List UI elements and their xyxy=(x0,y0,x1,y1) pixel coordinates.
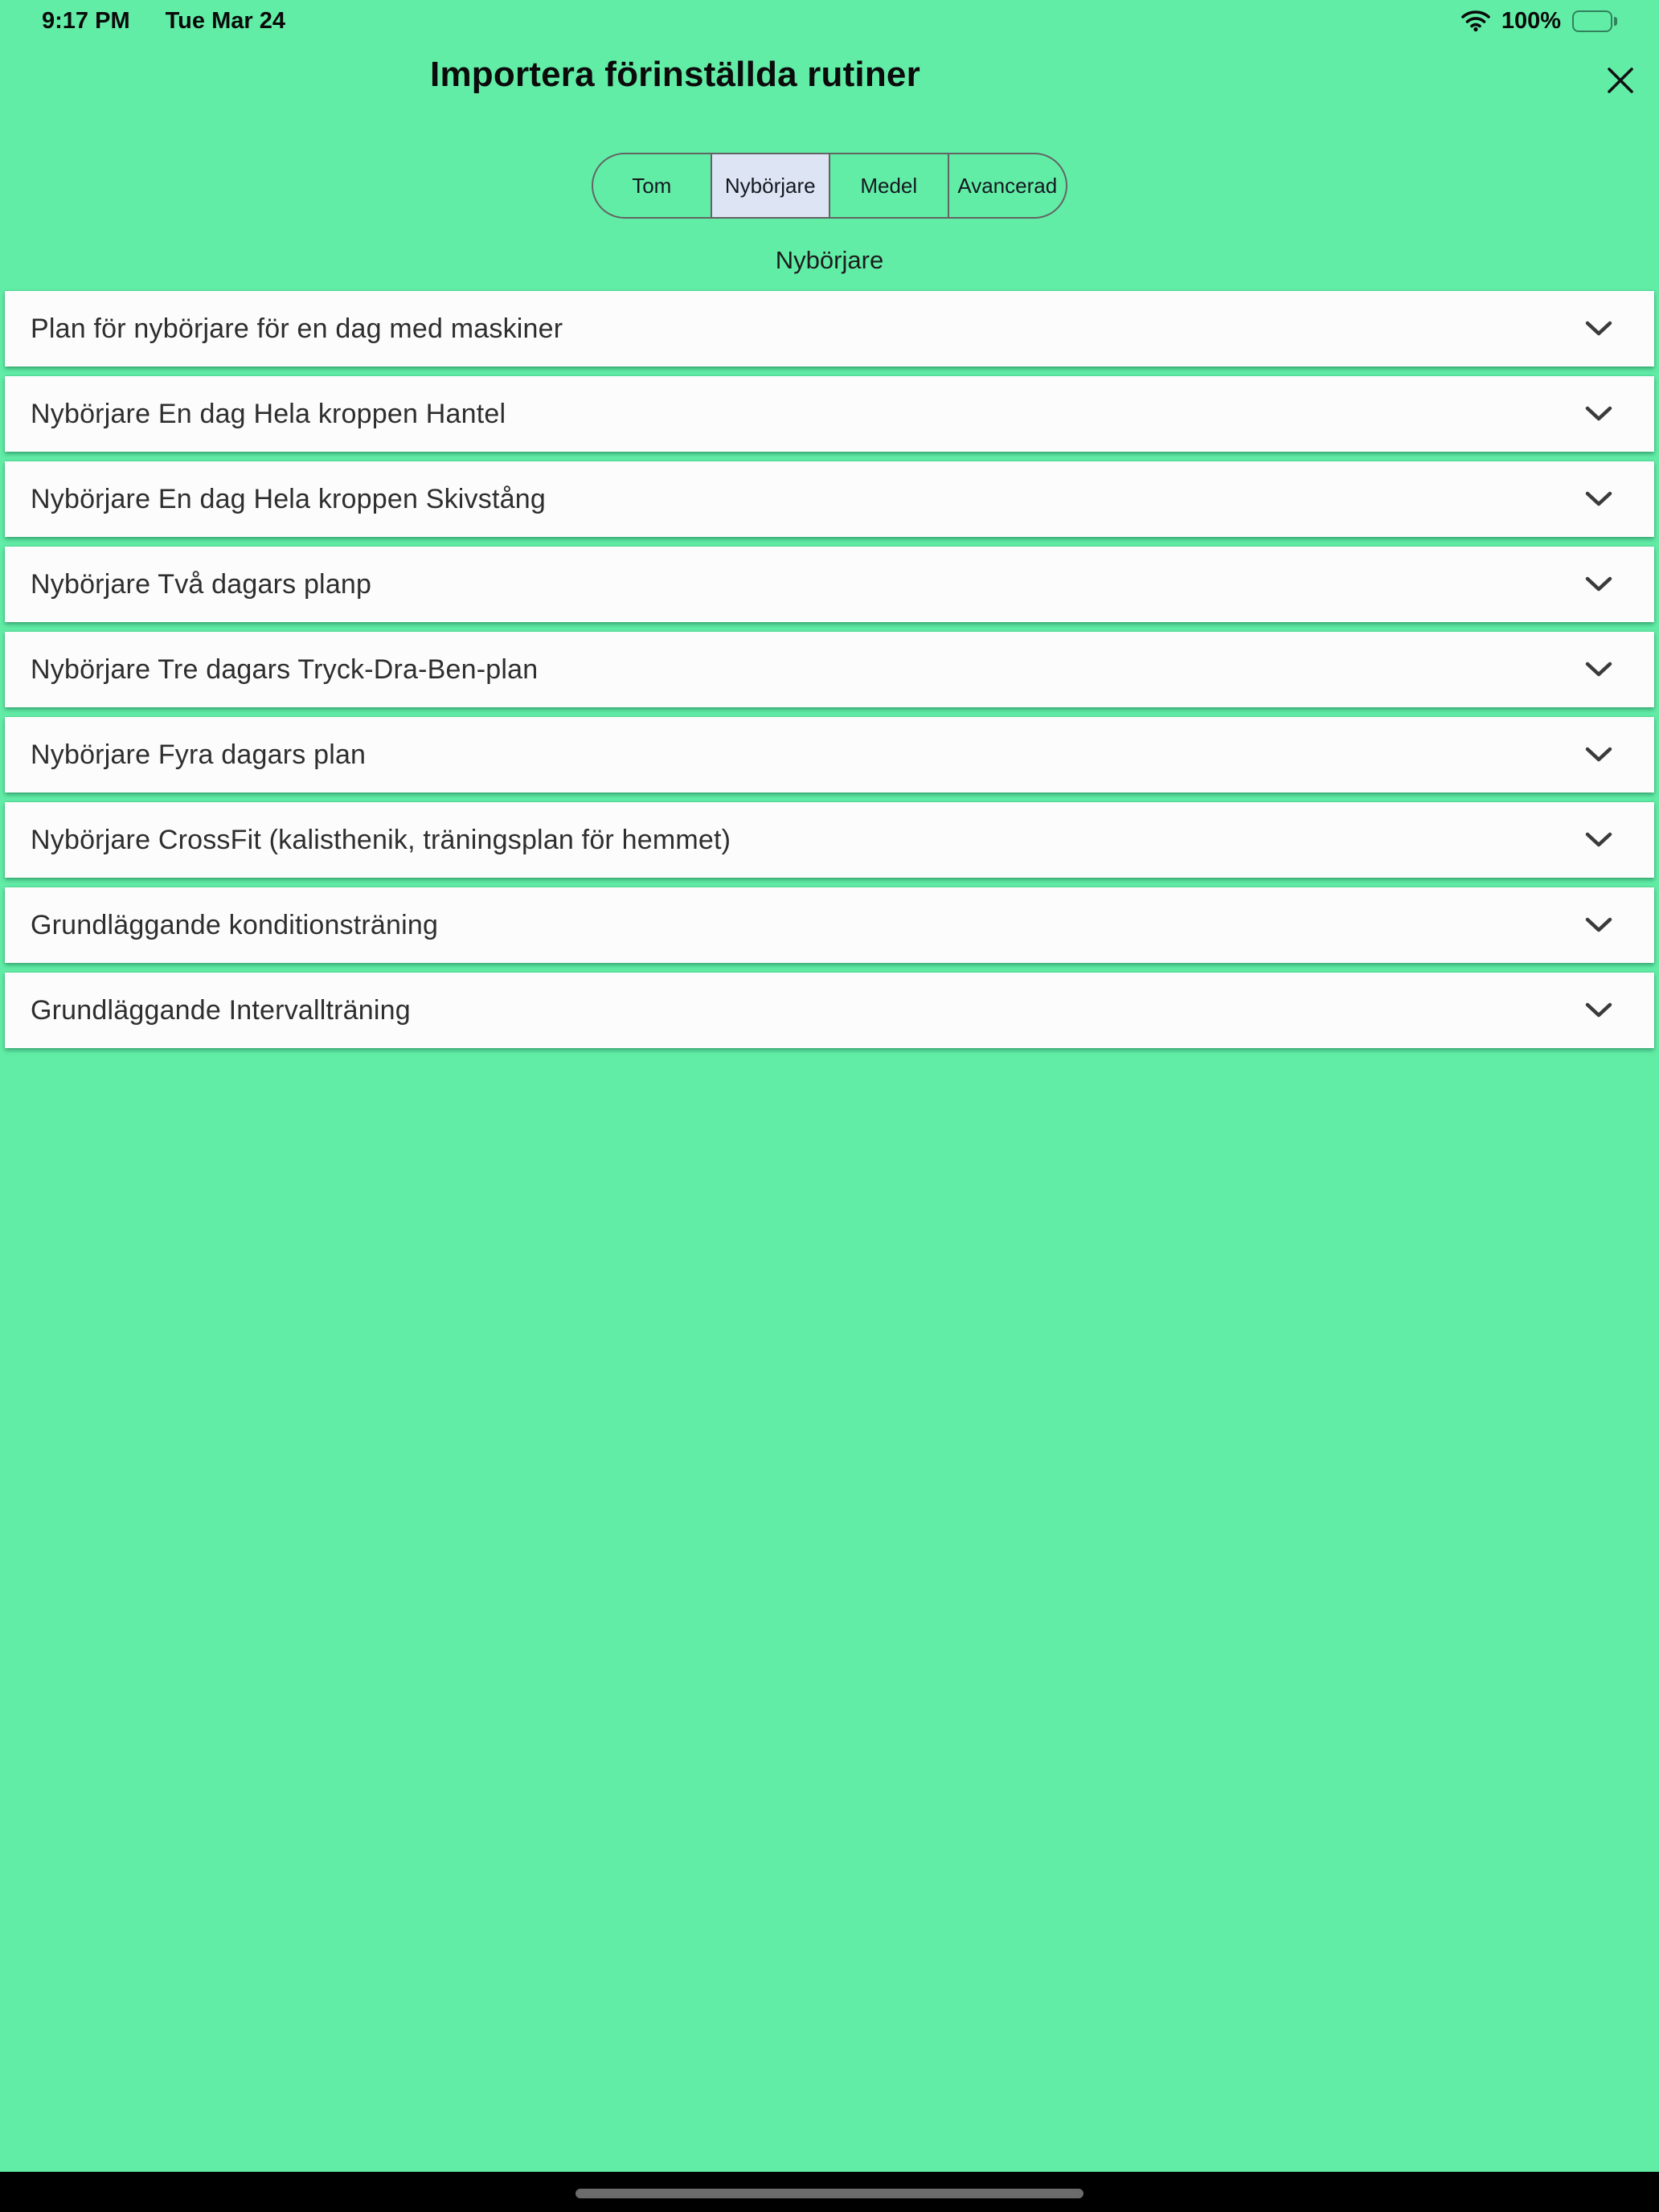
segment-avancerad[interactable] xyxy=(949,154,1067,217)
list-item[interactable] xyxy=(5,887,1654,963)
close-icon[interactable] xyxy=(1602,62,1639,99)
status-bar xyxy=(0,0,1659,37)
level-segmented-control xyxy=(592,153,1067,219)
page-title: Importera förinställda rutiner xyxy=(430,55,920,94)
chevron-down-icon xyxy=(1585,1002,1612,1018)
routine-label: Nybörjare En dag Hela kroppen Hantel xyxy=(31,398,506,429)
battery-percent: 100% xyxy=(1501,7,1561,34)
list-item[interactable] xyxy=(5,291,1654,367)
battery-icon xyxy=(1572,10,1617,32)
routine-label: Nybörjare CrossFit (kalisthenik, träningsplan för hemmet) xyxy=(31,824,731,855)
chevron-down-icon xyxy=(1585,747,1612,763)
list-item[interactable] xyxy=(5,973,1654,1048)
routine-label: Nybörjare Tre dagars Tryck-Dra-Ben-plan xyxy=(31,653,539,685)
segment-medel[interactable] xyxy=(830,154,949,217)
status-time: 9:17 PM xyxy=(42,7,130,34)
chevron-down-icon xyxy=(1585,832,1612,848)
segment-label: Nybörjare xyxy=(724,173,816,198)
status-date: Tue Mar 24 xyxy=(165,7,285,34)
section-label: Nybörjare xyxy=(775,246,884,274)
chevron-down-icon xyxy=(1585,576,1612,592)
list-item[interactable] xyxy=(5,717,1654,793)
segment-label: Avancerad xyxy=(957,173,1058,198)
bottom-bar xyxy=(0,2172,1659,2212)
segment-label: Tom xyxy=(632,173,672,198)
chevron-down-icon xyxy=(1585,406,1612,422)
segment-tom[interactable] xyxy=(593,154,712,217)
routine-label: Grundläggande konditionsträning xyxy=(31,909,439,940)
routine-label: Nybörjare Två dagars planp xyxy=(31,568,372,600)
routine-label: Nybörjare Fyra dagars plan xyxy=(31,739,367,770)
list-item[interactable] xyxy=(5,547,1654,622)
segment-label: Medel xyxy=(860,173,918,198)
list-item[interactable] xyxy=(5,376,1654,452)
routine-label: Nybörjare En dag Hela kroppen Skivstång xyxy=(31,483,546,514)
list-item[interactable] xyxy=(5,632,1654,707)
routine-label: Grundläggande Intervallträning xyxy=(31,994,411,1026)
segment-nybörjare[interactable] xyxy=(712,154,831,217)
home-indicator[interactable] xyxy=(576,2189,1083,2198)
chevron-down-icon xyxy=(1585,662,1612,678)
list-item[interactable] xyxy=(5,461,1654,537)
chevron-down-icon xyxy=(1585,491,1612,507)
wifi-icon xyxy=(1461,10,1490,32)
routine-list xyxy=(5,291,1654,1048)
routine-label: Plan för nybörjare för en dag med maskiner xyxy=(31,313,563,344)
chevron-down-icon xyxy=(1585,917,1612,933)
chevron-down-icon xyxy=(1585,321,1612,337)
list-item[interactable] xyxy=(5,802,1654,878)
